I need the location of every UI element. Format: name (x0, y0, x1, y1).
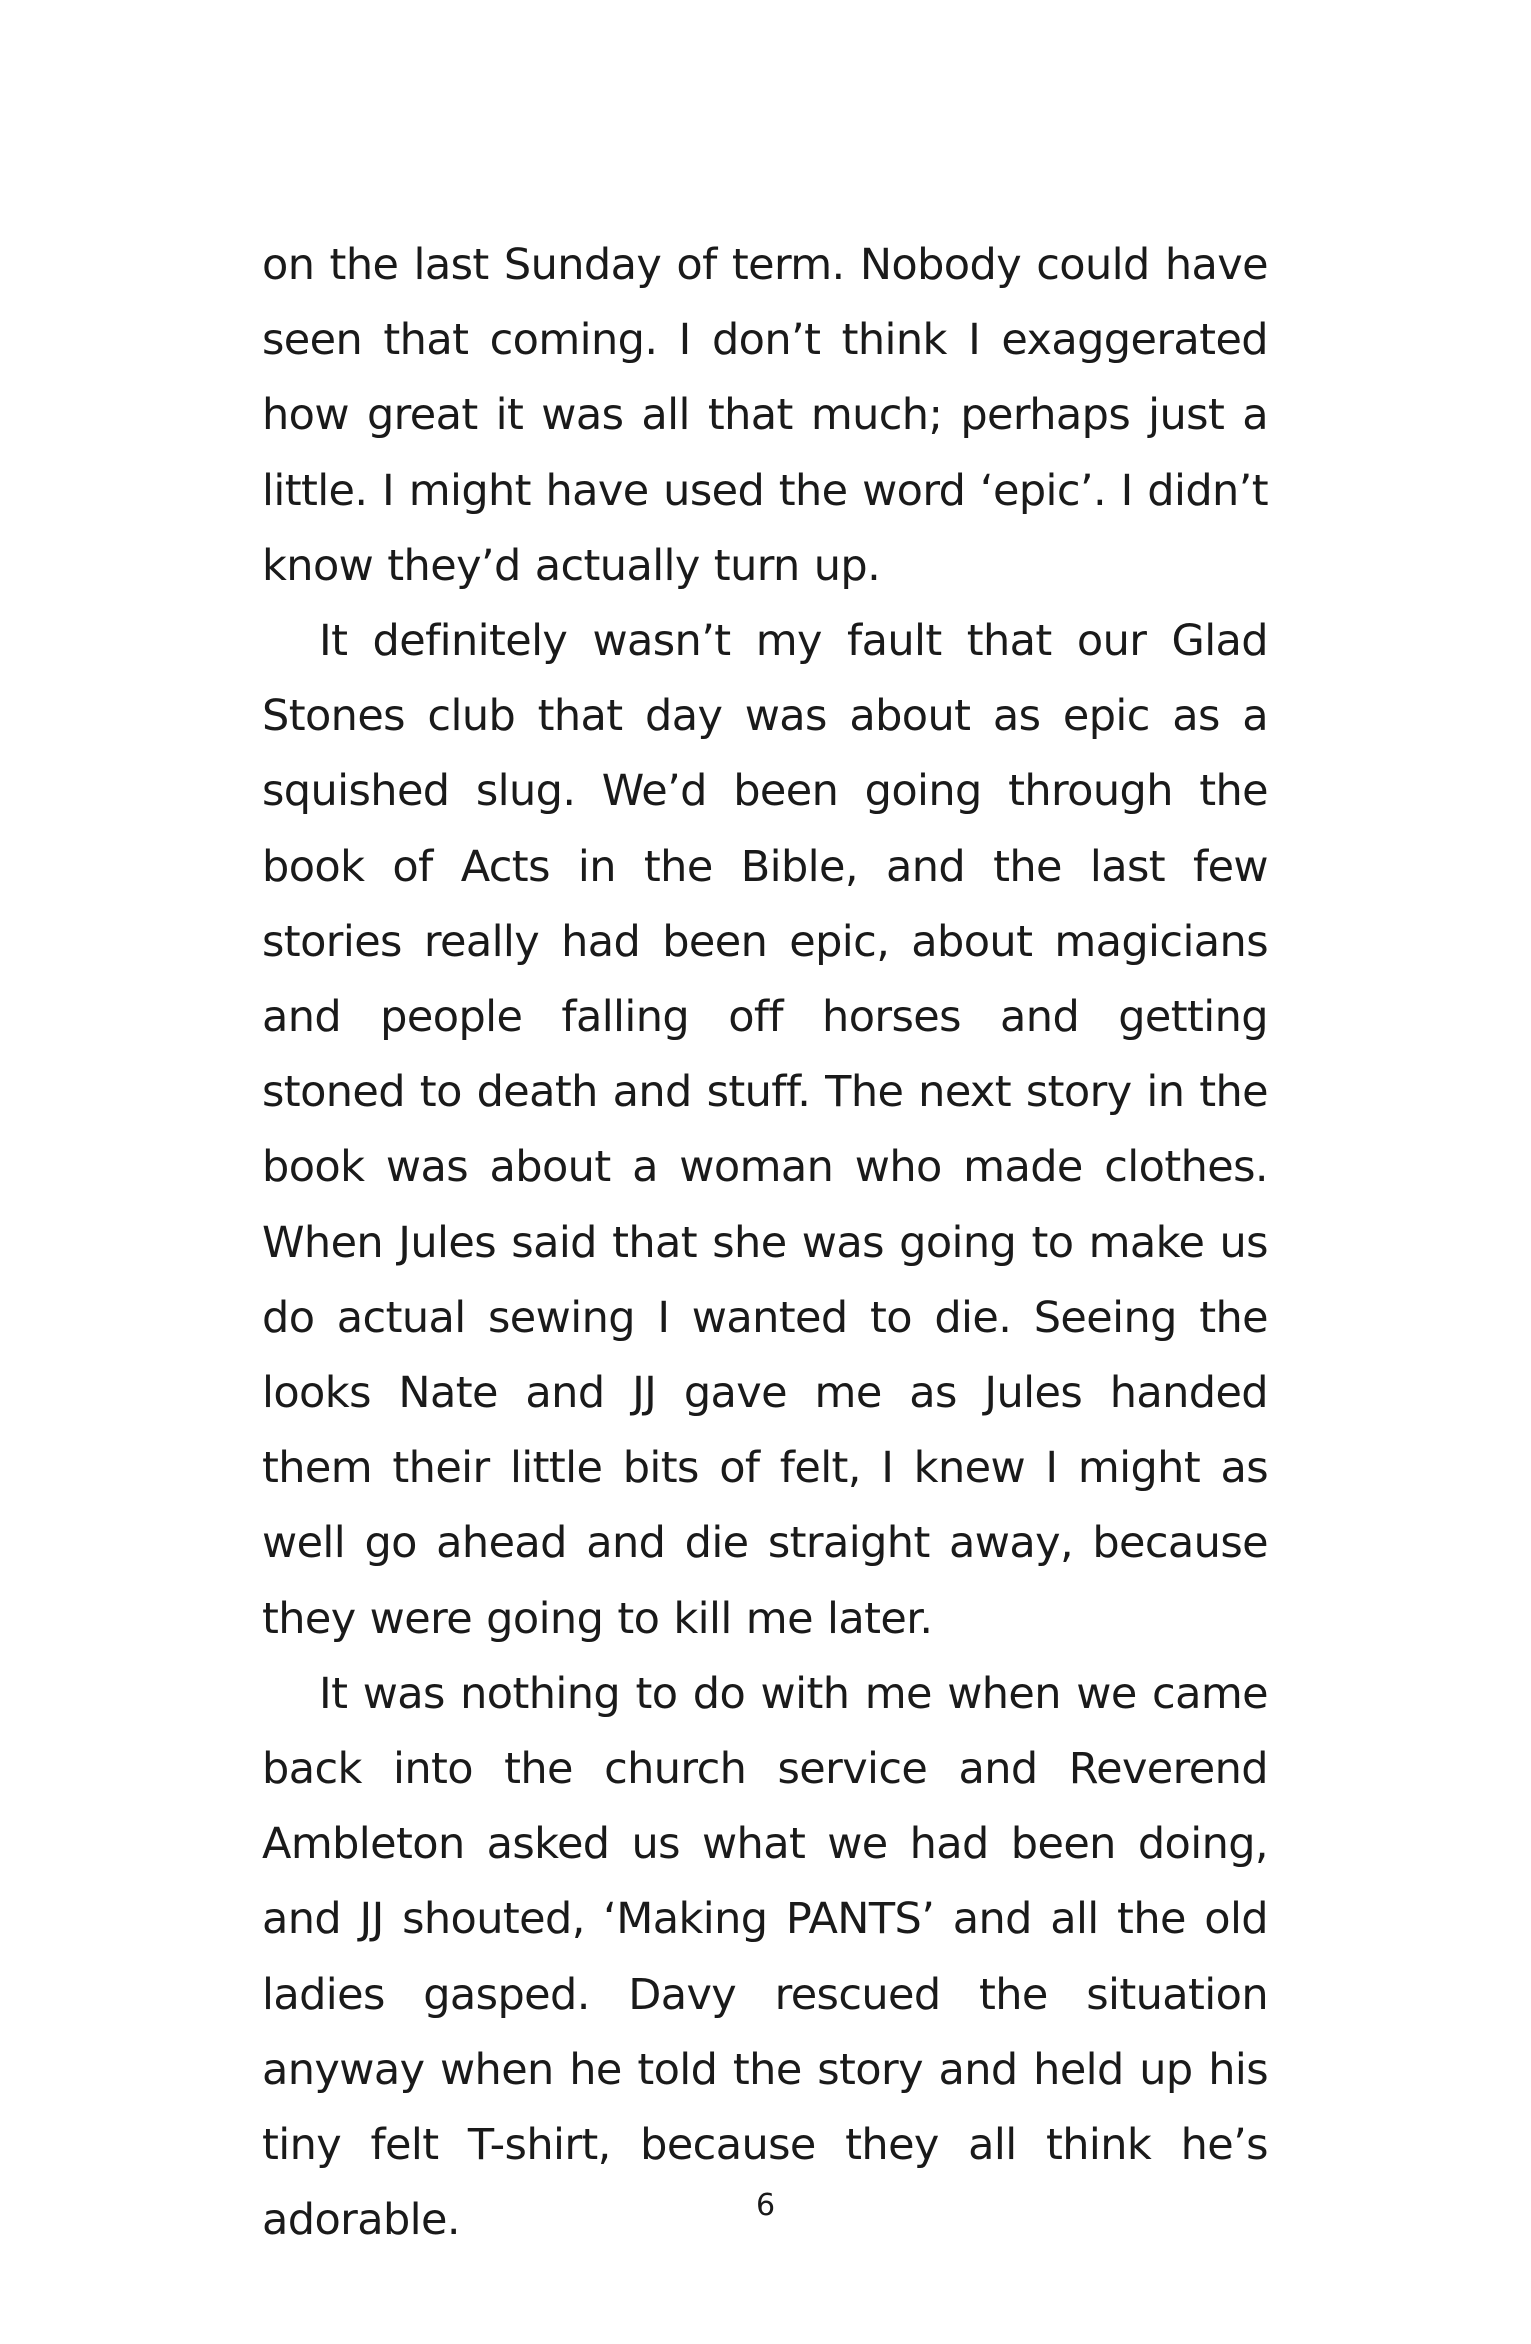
body-text (262, 228, 1268, 2258)
page-number: 6 (755, 2188, 776, 2223)
paragraph-2: It definitely wasn’t my fault that our Glad Stones club that day was about as epic as a squished slug. We’d been going through the book of Acts in the Bible, and the last few stories really had been epic, about magicians and people falling off horses and getting stoned to death and stuff. The next story in the book was about a woman who made clothes. When Jules said that she was going to make us do actual sewing I wanted to die. Seeing the looks Nate and JJ gave me as Jules handed them their little bits of felt, I knew I might as well go ahead and die straight away, because they were going to kill me later. (262, 616, 1268, 1644)
paragraph-3: It was nothing to do with me when we came back into the church service and Reverend Ambleton asked us what we had been doing, and JJ shouted, ‘Making PANTS’ and all the old ladies gasped. Davy rescued the situation anyway when he told the story and held up his tiny felt T-shirt, because they all think he’s adorable. (262, 1668, 1268, 2246)
paragraph-1: on the last Sunday of term. Nobody could have seen that coming. I don’t think I exaggerated how great it was all that much; perhaps just a little. I might have used the word ‘epic’. I didn’t know they’d actually turn up. (262, 240, 1268, 591)
